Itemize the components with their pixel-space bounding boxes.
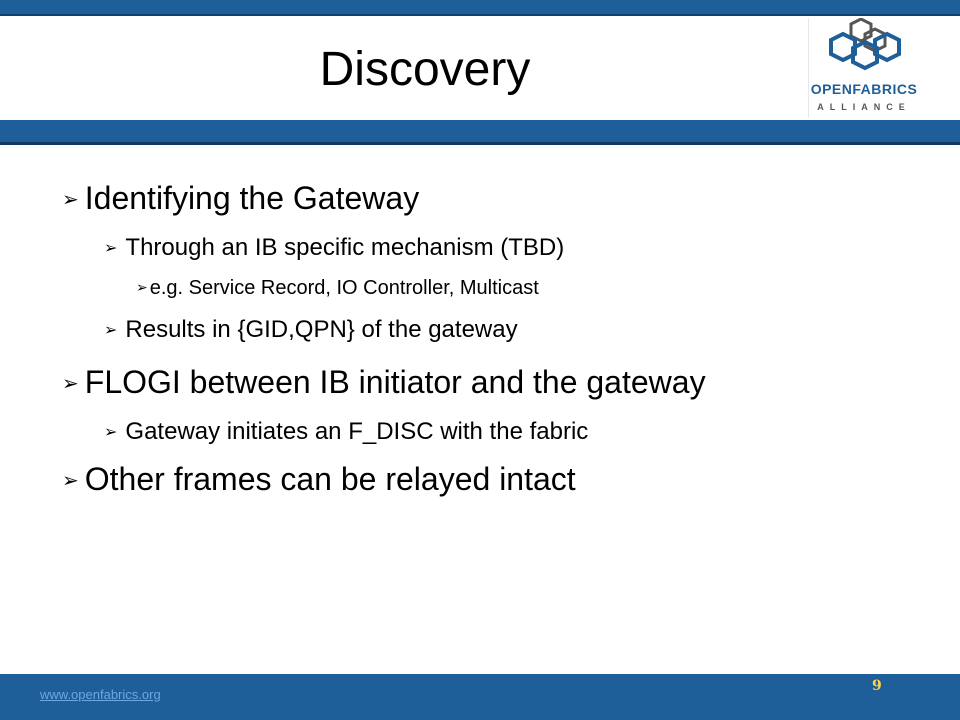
slide-title: Discovery: [319, 43, 531, 96]
bullet-text: e.g. Service Record, IO Controller, Multicast: [149, 277, 539, 299]
openfabrics-logo: [808, 18, 919, 118]
bullet-text: FLOGI between IB initiator and the gateway: [84, 364, 706, 400]
logo-subtitle: ALLIANCE: [817, 102, 911, 112]
bullet-text: Other frames can be relayed intact: [84, 461, 576, 497]
arrowhead-bullet-icon: ➢: [104, 424, 118, 441]
bullet-text: Results in {GID,QPN} of the gateway: [125, 316, 518, 343]
bullet-item: [62, 180, 419, 217]
sub-sub-bullet-item: [136, 277, 539, 300]
bullet-text: Through an IB specific mechanism (TBD): [125, 234, 565, 261]
page-number: 9: [872, 678, 882, 694]
logo-wordmark: OPENFABRICS: [810, 81, 918, 97]
title-bar: [0, 120, 960, 145]
bullet-item: [62, 461, 576, 498]
arrowhead-bullet-icon: ➢: [62, 470, 79, 492]
sub-bullet-item: [104, 418, 588, 446]
bullet-text: Gateway initiates an F_DISC with the fabric: [125, 418, 589, 445]
arrowhead-bullet-icon: ➢: [104, 322, 118, 339]
openfabrics-hexagon-logo-icon: [809, 18, 919, 80]
footer-website-link[interactable]: www.openfabrics.org: [40, 687, 161, 702]
top-band: [0, 0, 960, 16]
arrowhead-bullet-icon: ➢: [104, 240, 118, 257]
bullet-item: [62, 364, 706, 401]
arrowhead-bullet-icon: ➢: [62, 189, 79, 211]
sub-bullet-item: [104, 234, 564, 262]
bullet-text: Identifying the Gateway: [84, 180, 420, 216]
arrowhead-bullet-icon: ➢: [62, 373, 79, 395]
arrowhead-bullet-icon: ➢: [136, 279, 148, 295]
sub-bullet-item: [104, 316, 518, 344]
